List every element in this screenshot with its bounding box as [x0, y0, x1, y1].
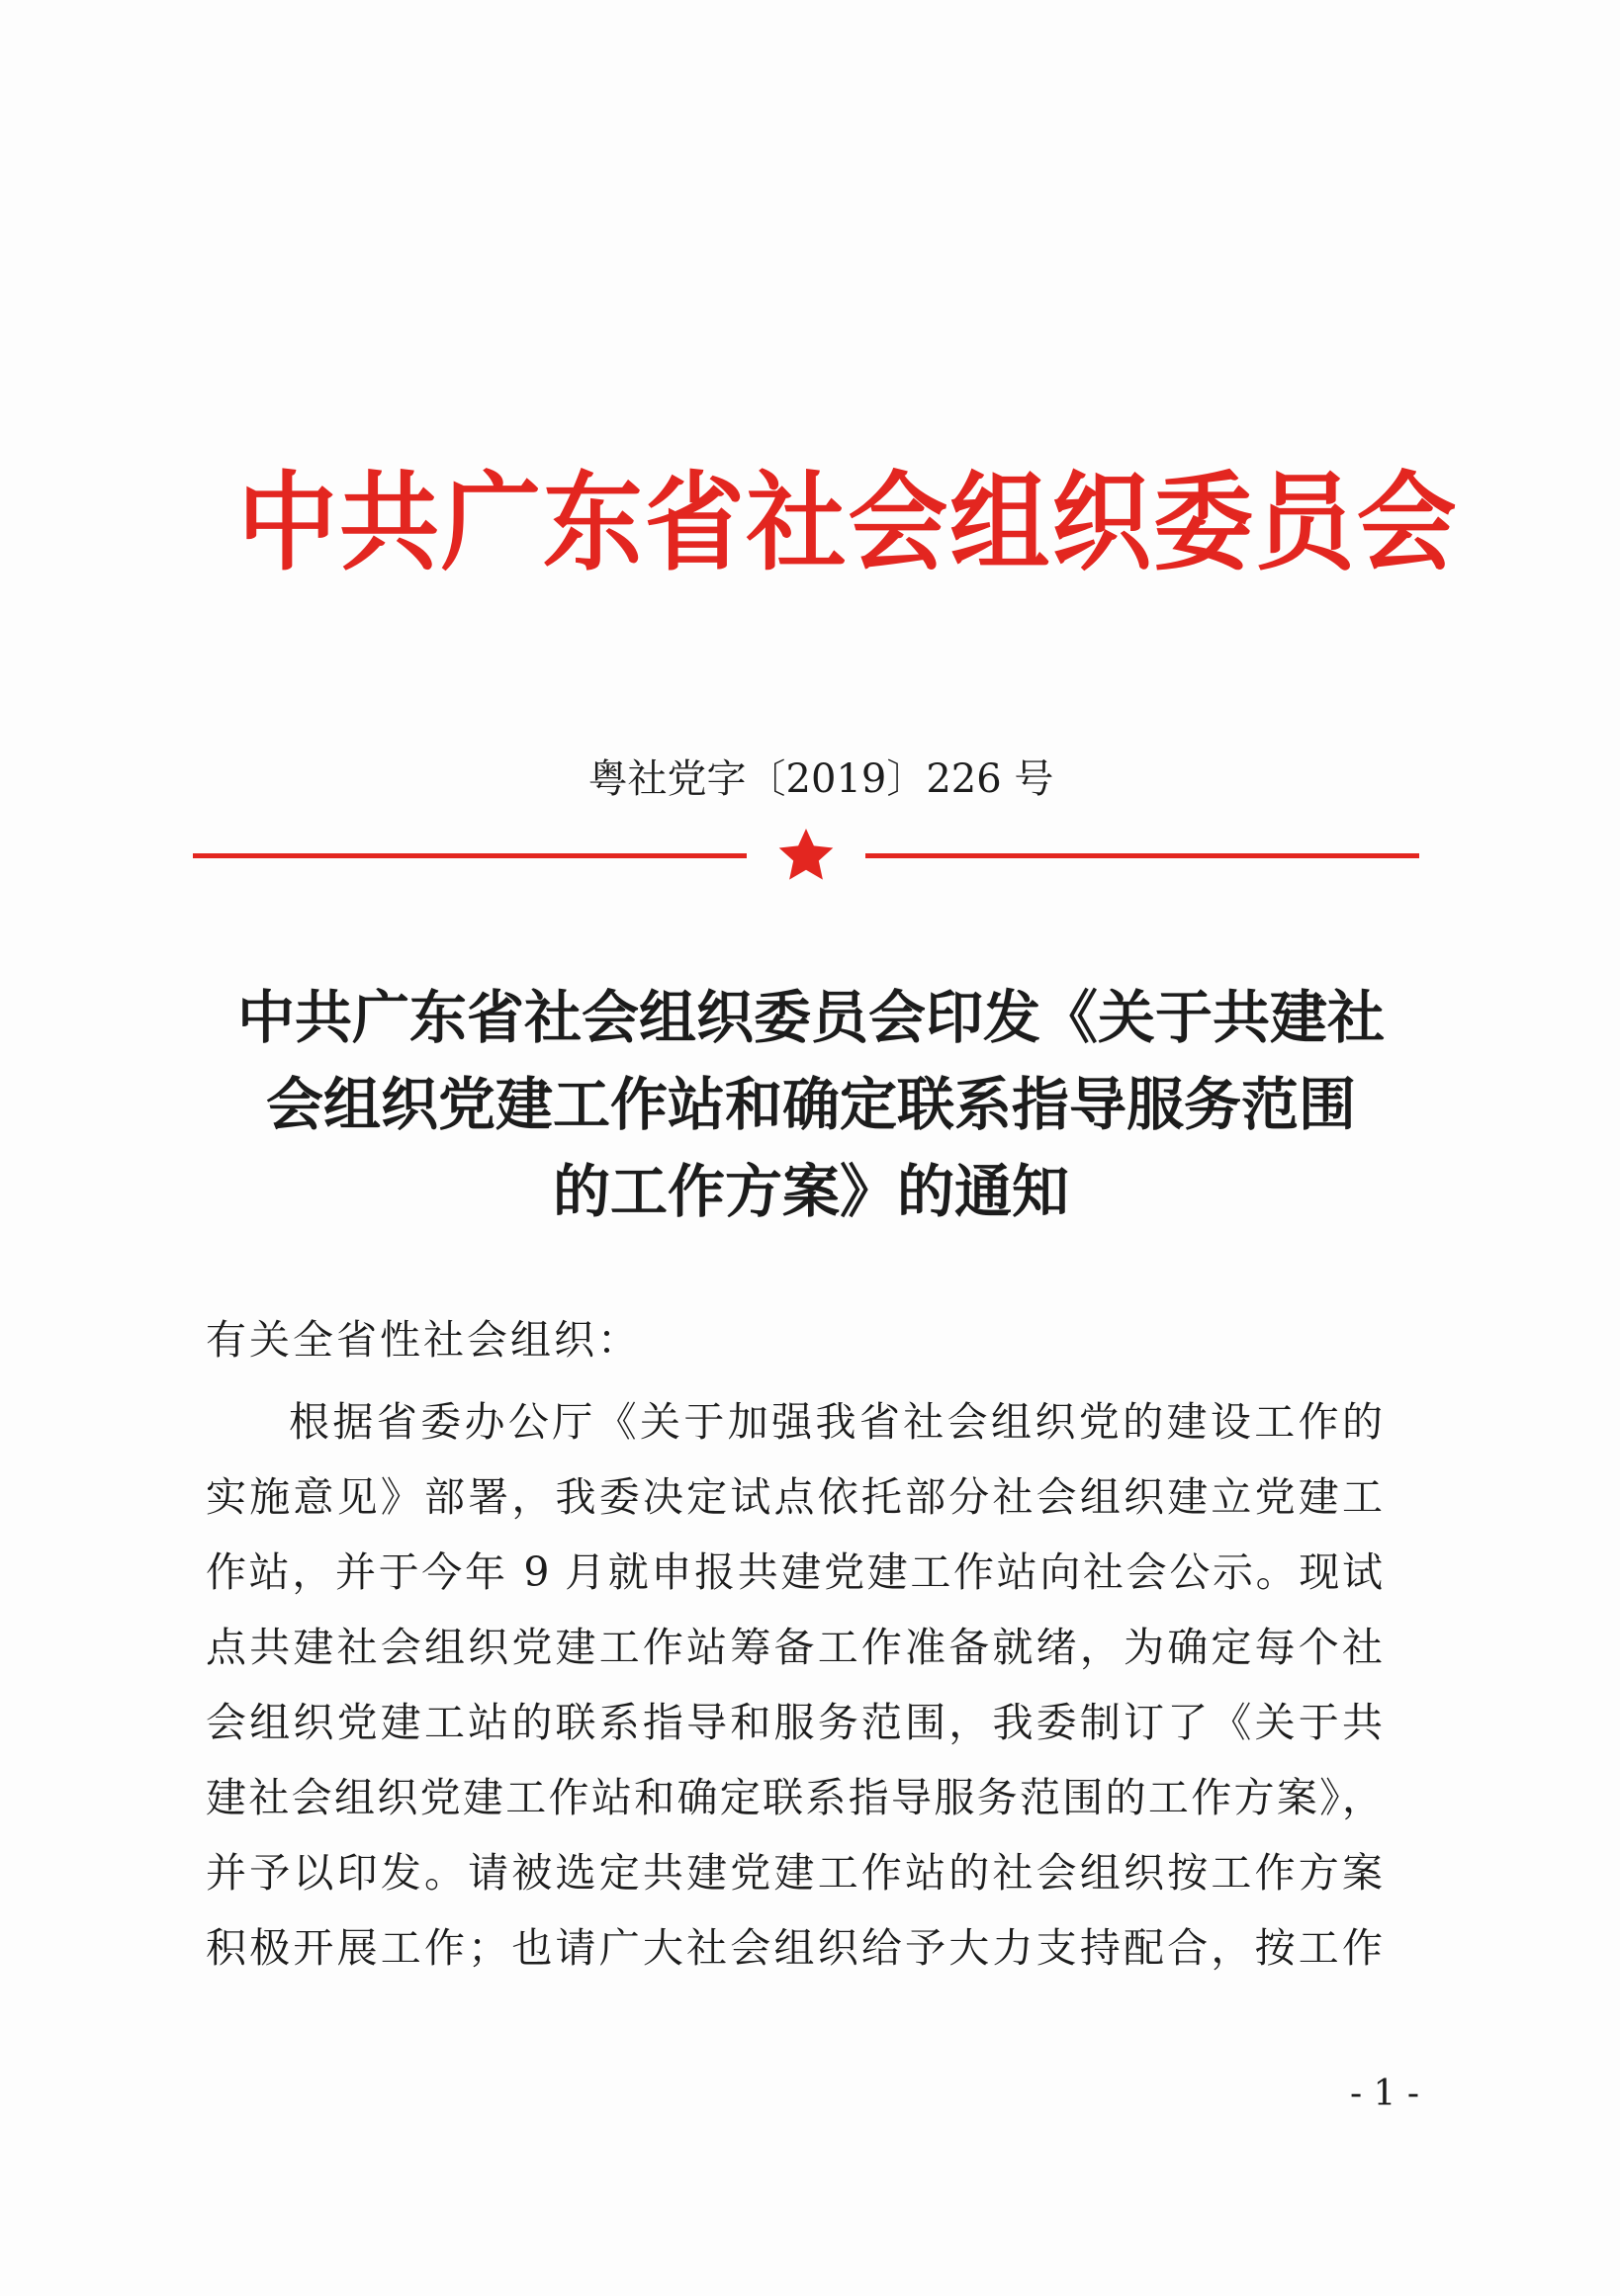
body-line: 建社会组织党建工作站和确定联系指导服务范围的工作方案》，: [206, 1774, 1383, 1821]
body-line: 作站，并于今年 9 月就申报共建党建工作站向社会公示。现试: [206, 1548, 1383, 1596]
page-number: - 1 -: [1349, 2074, 1420, 2114]
salutation: 有关全省性社会组织：: [206, 1316, 641, 1364]
star-icon: [779, 829, 834, 880]
title-line: 的工作方案》的通知: [552, 1158, 1069, 1225]
body-line: 点共建社会组织党建工作站筹备工作准备就绪，为确定每个社: [206, 1624, 1383, 1671]
body-line: 实施意见》部署，我委决定试点依托部分社会组织建立党建工: [206, 1473, 1383, 1521]
document-title: [203, 974, 1419, 1235]
title-line: 会组织党建工作站和确定联系指导服务范围: [265, 1071, 1356, 1138]
red-divider: [193, 826, 1419, 885]
divider-line-right: [865, 853, 1419, 858]
body-line: 积极开展工作；也请广大社会组织给予大力支持配合，按工作: [206, 1924, 1383, 1972]
body-line: 根据省委办公厅《关于加强我省社会组织党的建设工作的: [289, 1398, 1383, 1446]
document-number: 粤社党字〔2019〕226 号: [587, 756, 1054, 802]
body-line: 并予以印发。请被选定共建党建工作站的社会组织按工作方案: [206, 1849, 1383, 1897]
divider-line-left: [193, 853, 747, 858]
title-line: 中共广东省社会组织委员会印发《关于共建社: [236, 984, 1385, 1051]
issuing-organization-header: 中共广东省社会组织委员会: [237, 462, 1459, 585]
body-line: 会组织党建工站的联系指导和服务范围，我委制订了《关于共: [206, 1699, 1383, 1746]
